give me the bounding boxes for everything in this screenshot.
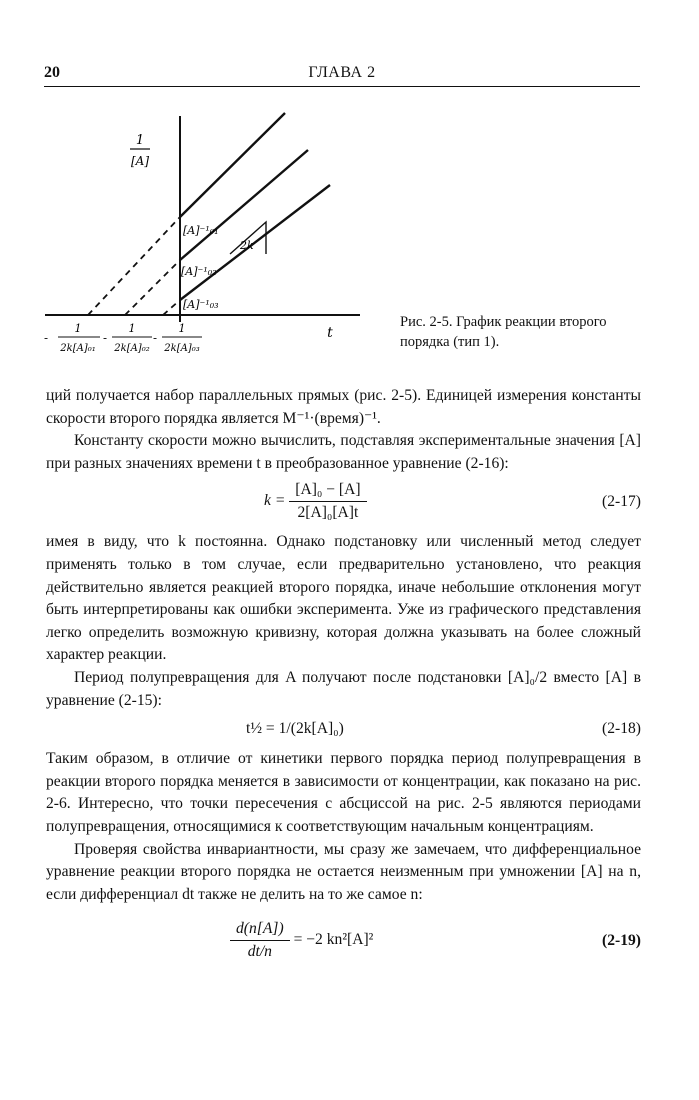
svg-text:1: 1 <box>74 322 82 335</box>
svg-text:2k[A]₀₂: 2k[A]₀₂ <box>114 343 150 354</box>
eq17-number: (2-17) <box>602 493 641 511</box>
paragraph-4: Период полупревращения для A получают после подстановки [A]₀/2 вместо [A] в уравнение (2-15): <box>46 668 641 709</box>
paragraph-3: имея в виду, что k постоянна. Однако подстановку или численный метод следует применять только в том случае, если предварительно установлено, что реакция действительно является реакцией второго порядка, иначе небольшие отклонения могут быть интерпретированы как ошибки эксперимента. Уже из графического представления легко определить возможную кривизну, которая должна указывать на более сложный характер реакции. <box>46 533 641 664</box>
eq17-lhs: k = <box>264 492 286 510</box>
eq19-rhs: = −2 kn²[A]² <box>293 931 374 949</box>
page-number: 20 <box>44 64 60 81</box>
paragraph-6: Проверяя свойства инвариантности, мы сразу же замечаем, что дифференциальное уравнение реакции второго порядка не остается неизменным при умножении [A] на n, если дифференциал dt также не делить на то же самое n: <box>46 840 641 903</box>
svg-text:2k[A]₀₃: 2k[A]₀₃ <box>164 343 200 354</box>
svg-text:1: 1 <box>178 322 186 335</box>
x-intercept-01 <box>44 322 100 354</box>
line-01 <box>180 113 285 217</box>
paragraph-5: Таким образом, в отличие от кинетики первого порядка период полупревращения в реакции второго порядка меняется в зависимости от концентрации, как показано на рис. 2-6. Интересно, что точки пересечения с абсциссой на рис. 2-5 являются периодами полупревращения, относящимися к соответствующим начальным концентрациям. <box>46 750 641 835</box>
svg-text:-: - <box>44 331 49 345</box>
x-intercept-02 <box>103 322 152 354</box>
page-header <box>44 64 640 87</box>
chapter-title: ГЛАВА 2 <box>308 64 376 81</box>
equation-2-19 <box>46 906 641 970</box>
eq18-number: (2-18) <box>602 720 641 738</box>
eq17-numerator: [A]₀ − [A] <box>289 479 366 502</box>
x-axis-label: t <box>327 325 333 341</box>
eq19-denominator: dt/n <box>247 943 272 961</box>
x-intercept-03 <box>153 322 202 354</box>
figure-2-5 <box>40 110 370 365</box>
body-text <box>46 385 641 970</box>
dash-03 <box>163 300 180 315</box>
figure-caption: Рис. 2-5. График реакции второго порядка (тип 1). <box>400 314 607 350</box>
line-03 <box>180 185 330 300</box>
slope-label: 2k <box>240 239 254 252</box>
paragraph-1: ций получается набор параллельных прямых (рис. 2-5). Единицей измерения константы скорости второго порядка является М⁻¹·(время)⁻¹. <box>46 387 641 427</box>
equation-2-18 <box>46 712 641 748</box>
svg-text:2k[A]₀₁: 2k[A]₀₁ <box>60 343 96 354</box>
eq18-body: t½ = 1/(2k[A]₀) <box>246 720 344 738</box>
eq19-number: (2-19) <box>602 932 641 950</box>
svg-text:-: - <box>153 331 158 345</box>
intercept-label-03: [A]⁻¹₀₃ <box>183 298 219 311</box>
equation-2-17 <box>46 475 641 531</box>
svg-text:1: 1 <box>128 322 136 335</box>
y-label-denominator: [A] <box>130 154 150 168</box>
eq19-numerator: d(n[A]) <box>230 918 290 941</box>
paragraph-2: Константу скорости можно вычислить, подставляя экспериментальные значения [A] при разных значениях времени t в преобразованное уравнение (2-16): <box>46 432 641 472</box>
eq17-denominator: 2[A]₀[A]t <box>297 504 359 522</box>
dash-01 <box>88 217 180 315</box>
eq17-fraction <box>289 479 366 524</box>
svg-text:-: - <box>103 331 108 345</box>
y-label-numerator: 1 <box>135 133 145 148</box>
eq19-fraction <box>230 918 290 963</box>
intercept-label-01: [A]⁻¹₀₁ <box>183 224 219 237</box>
intercept-label-02: [A]⁻¹₀₂ <box>181 265 217 278</box>
